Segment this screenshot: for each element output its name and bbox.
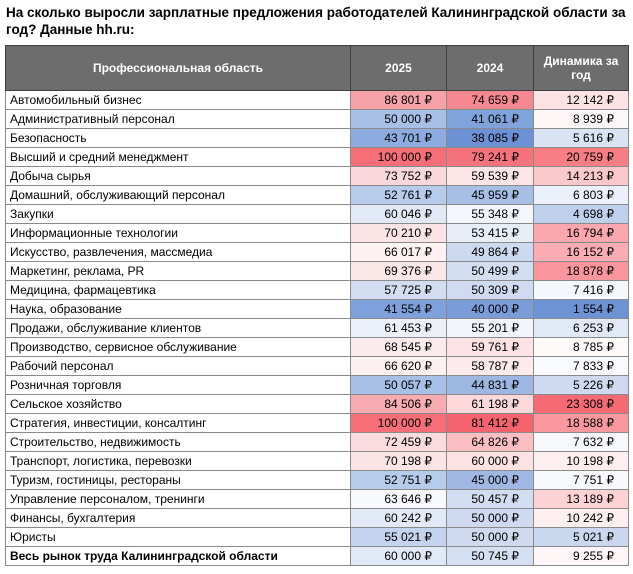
salary-2025-cell: 63 646 ₽ xyxy=(351,490,447,509)
table-row xyxy=(6,338,629,357)
table-row xyxy=(6,528,629,547)
salary-2024-cell: 59 761 ₽ xyxy=(447,338,534,357)
table-row xyxy=(6,224,629,243)
table-row xyxy=(6,243,629,262)
salary-2024-cell: 64 826 ₽ xyxy=(447,433,534,452)
area-name-cell: Административный персонал xyxy=(6,110,351,129)
area-name-cell: Рабочий персонал xyxy=(6,357,351,376)
salary-2024-cell: 60 000 ₽ xyxy=(447,452,534,471)
table-total-row xyxy=(6,547,629,566)
dynamics-cell: 4 698 ₽ xyxy=(534,205,629,224)
table-row xyxy=(6,490,629,509)
dynamics-cell: 18 588 ₽ xyxy=(534,414,629,433)
salary-2024-cell: 50 457 ₽ xyxy=(447,490,534,509)
salary-2025-cell: 57 725 ₽ xyxy=(351,281,447,300)
table-row xyxy=(6,357,629,376)
table-body xyxy=(6,91,629,566)
dynamics-cell: 10 198 ₽ xyxy=(534,452,629,471)
table-row xyxy=(6,414,629,433)
table-header-row xyxy=(6,46,629,91)
dynamics-cell: 5 021 ₽ xyxy=(534,528,629,547)
area-name-cell: Искусство, развлечения, массмедиа xyxy=(6,243,351,262)
salary-2025-cell: 70 210 ₽ xyxy=(351,224,447,243)
table-row xyxy=(6,129,629,148)
salary-2024-cell: 55 201 ₽ xyxy=(447,319,534,338)
dynamics-cell: 7 751 ₽ xyxy=(534,471,629,490)
area-name-cell: Высший и средний менеджмент xyxy=(6,148,351,167)
salary-2024-cell: 61 198 ₽ xyxy=(447,395,534,414)
salary-2025-cell: 86 801 ₽ xyxy=(351,91,447,110)
dynamics-cell: 10 242 ₽ xyxy=(534,509,629,528)
salary-2025-cell: 50 057 ₽ xyxy=(351,376,447,395)
area-name-cell: Информационные технологии xyxy=(6,224,351,243)
salary-2025-cell: 52 761 ₽ xyxy=(351,186,447,205)
table-row xyxy=(6,433,629,452)
dynamics-cell: 8 939 ₽ xyxy=(534,110,629,129)
area-name-cell: Туризм, гостиницы, рестораны xyxy=(6,471,351,490)
salary-2025-cell: 84 506 ₽ xyxy=(351,395,447,414)
header-2024: 2024 xyxy=(447,46,534,91)
salary-2024-cell: 79 241 ₽ xyxy=(447,148,534,167)
salary-2025-cell: 68 545 ₽ xyxy=(351,338,447,357)
area-name-cell: Управление персоналом, тренинги xyxy=(6,490,351,509)
salary-2025-cell: 70 198 ₽ xyxy=(351,452,447,471)
area-name-cell: Медицина, фармацевтика xyxy=(6,281,351,300)
area-name-cell: Безопасность xyxy=(6,129,351,148)
dynamics-cell: 6 803 ₽ xyxy=(534,186,629,205)
table-row xyxy=(6,281,629,300)
salary-2025-cell: 100 000 ₽ xyxy=(351,414,447,433)
dynamics-cell: 12 142 ₽ xyxy=(534,91,629,110)
area-name-cell: Наука, образование xyxy=(6,300,351,319)
salary-2025-cell: 100 000 ₽ xyxy=(351,148,447,167)
table-row xyxy=(6,262,629,281)
dynamics-cell: 8 785 ₽ xyxy=(534,338,629,357)
salary-2024-cell: 44 831 ₽ xyxy=(447,376,534,395)
salary-2024-cell: 50 745 ₽ xyxy=(447,547,534,566)
salary-2024-cell: 50 000 ₽ xyxy=(447,528,534,547)
table-row xyxy=(6,471,629,490)
header-dynamics: Динамика за год xyxy=(534,46,629,91)
dynamics-cell: 7 833 ₽ xyxy=(534,357,629,376)
salary-2024-cell: 59 539 ₽ xyxy=(447,167,534,186)
table-row xyxy=(6,509,629,528)
salary-2024-cell: 81 412 ₽ xyxy=(447,414,534,433)
area-name-cell: Производство, сервисное обслуживание xyxy=(6,338,351,357)
area-name-cell: Продажи, обслуживание клиентов xyxy=(6,319,351,338)
table-row xyxy=(6,300,629,319)
table-row xyxy=(6,148,629,167)
area-name-cell: Автомобильный бизнес xyxy=(6,91,351,110)
salary-2025-cell: 66 017 ₽ xyxy=(351,243,447,262)
area-name-cell: Финансы, бухгалтерия xyxy=(6,509,351,528)
area-name-cell: Добыча сырья xyxy=(6,167,351,186)
dynamics-cell: 16 152 ₽ xyxy=(534,243,629,262)
salary-2025-cell: 60 046 ₽ xyxy=(351,205,447,224)
dynamics-cell: 20 759 ₽ xyxy=(534,148,629,167)
page-title: На сколько выросли зарплатные предложения работодателей Калининградской области за год? Данные hh.ru: xyxy=(6,5,626,37)
dynamics-cell: 23 308 ₽ xyxy=(534,395,629,414)
salary-2025-cell: 72 459 ₽ xyxy=(351,433,447,452)
header-area: Профессиональная область xyxy=(6,46,351,91)
salary-2024-cell: 74 659 ₽ xyxy=(447,91,534,110)
table-row xyxy=(6,91,629,110)
dynamics-cell: 18 878 ₽ xyxy=(534,262,629,281)
table-row xyxy=(6,205,629,224)
table-row xyxy=(6,186,629,205)
salary-2024-cell: 49 864 ₽ xyxy=(447,243,534,262)
salary-2024-cell: 50 309 ₽ xyxy=(447,281,534,300)
table-row xyxy=(6,395,629,414)
salary-2024-cell: 45 000 ₽ xyxy=(447,471,534,490)
area-name-cell: Розничная торговля xyxy=(6,376,351,395)
area-name-cell: Транспорт, логистика, перевозки xyxy=(6,452,351,471)
area-name-cell: Юристы xyxy=(6,528,351,547)
salary-2025-cell: 66 620 ₽ xyxy=(351,357,447,376)
salary-2025-cell: 61 453 ₽ xyxy=(351,319,447,338)
area-name-cell: Домашний, обслуживающий персонал xyxy=(6,186,351,205)
table-row xyxy=(6,319,629,338)
dynamics-cell: 7 632 ₽ xyxy=(534,433,629,452)
header-2025: 2025 xyxy=(351,46,447,91)
salary-2024-cell: 50 000 ₽ xyxy=(447,509,534,528)
salary-2025-cell: 50 000 ₽ xyxy=(351,110,447,129)
dynamics-cell: 6 253 ₽ xyxy=(534,319,629,338)
dynamics-cell: 13 189 ₽ xyxy=(534,490,629,509)
salary-2025-cell: 73 752 ₽ xyxy=(351,167,447,186)
salary-2024-cell: 40 000 ₽ xyxy=(447,300,534,319)
salary-2025-cell: 55 021 ₽ xyxy=(351,528,447,547)
salary-2024-cell: 45 959 ₽ xyxy=(447,186,534,205)
area-name-cell: Сельское хозяйство xyxy=(6,395,351,414)
dynamics-cell: 5 616 ₽ xyxy=(534,129,629,148)
area-name-cell: Строительство, недвижимость xyxy=(6,433,351,452)
salary-2025-cell: 60 242 ₽ xyxy=(351,509,447,528)
salary-2024-cell: 58 787 ₽ xyxy=(447,357,534,376)
salary-2024-cell: 53 415 ₽ xyxy=(447,224,534,243)
area-name-cell: Стратегия, инвестиции, консалтинг xyxy=(6,414,351,433)
dynamics-cell: 14 213 ₽ xyxy=(534,167,629,186)
table-row xyxy=(6,452,629,471)
salary-2024-cell: 55 348 ₽ xyxy=(447,205,534,224)
salary-2025-cell: 69 376 ₽ xyxy=(351,262,447,281)
area-name-cell: Маркетинг, реклама, PR xyxy=(6,262,351,281)
dynamics-cell: 9 255 ₽ xyxy=(534,547,629,566)
area-name-cell: Весь рынок труда Калининградской области xyxy=(6,547,351,566)
salary-2025-cell: 41 554 ₽ xyxy=(351,300,447,319)
salary-2025-cell: 43 701 ₽ xyxy=(351,129,447,148)
dynamics-cell: 16 794 ₽ xyxy=(534,224,629,243)
salary-2024-cell: 41 061 ₽ xyxy=(447,110,534,129)
salary-2024-cell: 50 499 ₽ xyxy=(447,262,534,281)
table-row xyxy=(6,376,629,395)
salary-2025-cell: 52 751 ₽ xyxy=(351,471,447,490)
table-row xyxy=(6,167,629,186)
salary-2025-cell: 60 000 ₽ xyxy=(351,547,447,566)
salary-table xyxy=(5,45,629,566)
dynamics-cell: 5 226 ₽ xyxy=(534,376,629,395)
dynamics-cell: 1 554 ₽ xyxy=(534,300,629,319)
dynamics-cell: 7 416 ₽ xyxy=(534,281,629,300)
salary-2024-cell: 38 085 ₽ xyxy=(447,129,534,148)
table-row xyxy=(6,110,629,129)
area-name-cell: Закупки xyxy=(6,205,351,224)
